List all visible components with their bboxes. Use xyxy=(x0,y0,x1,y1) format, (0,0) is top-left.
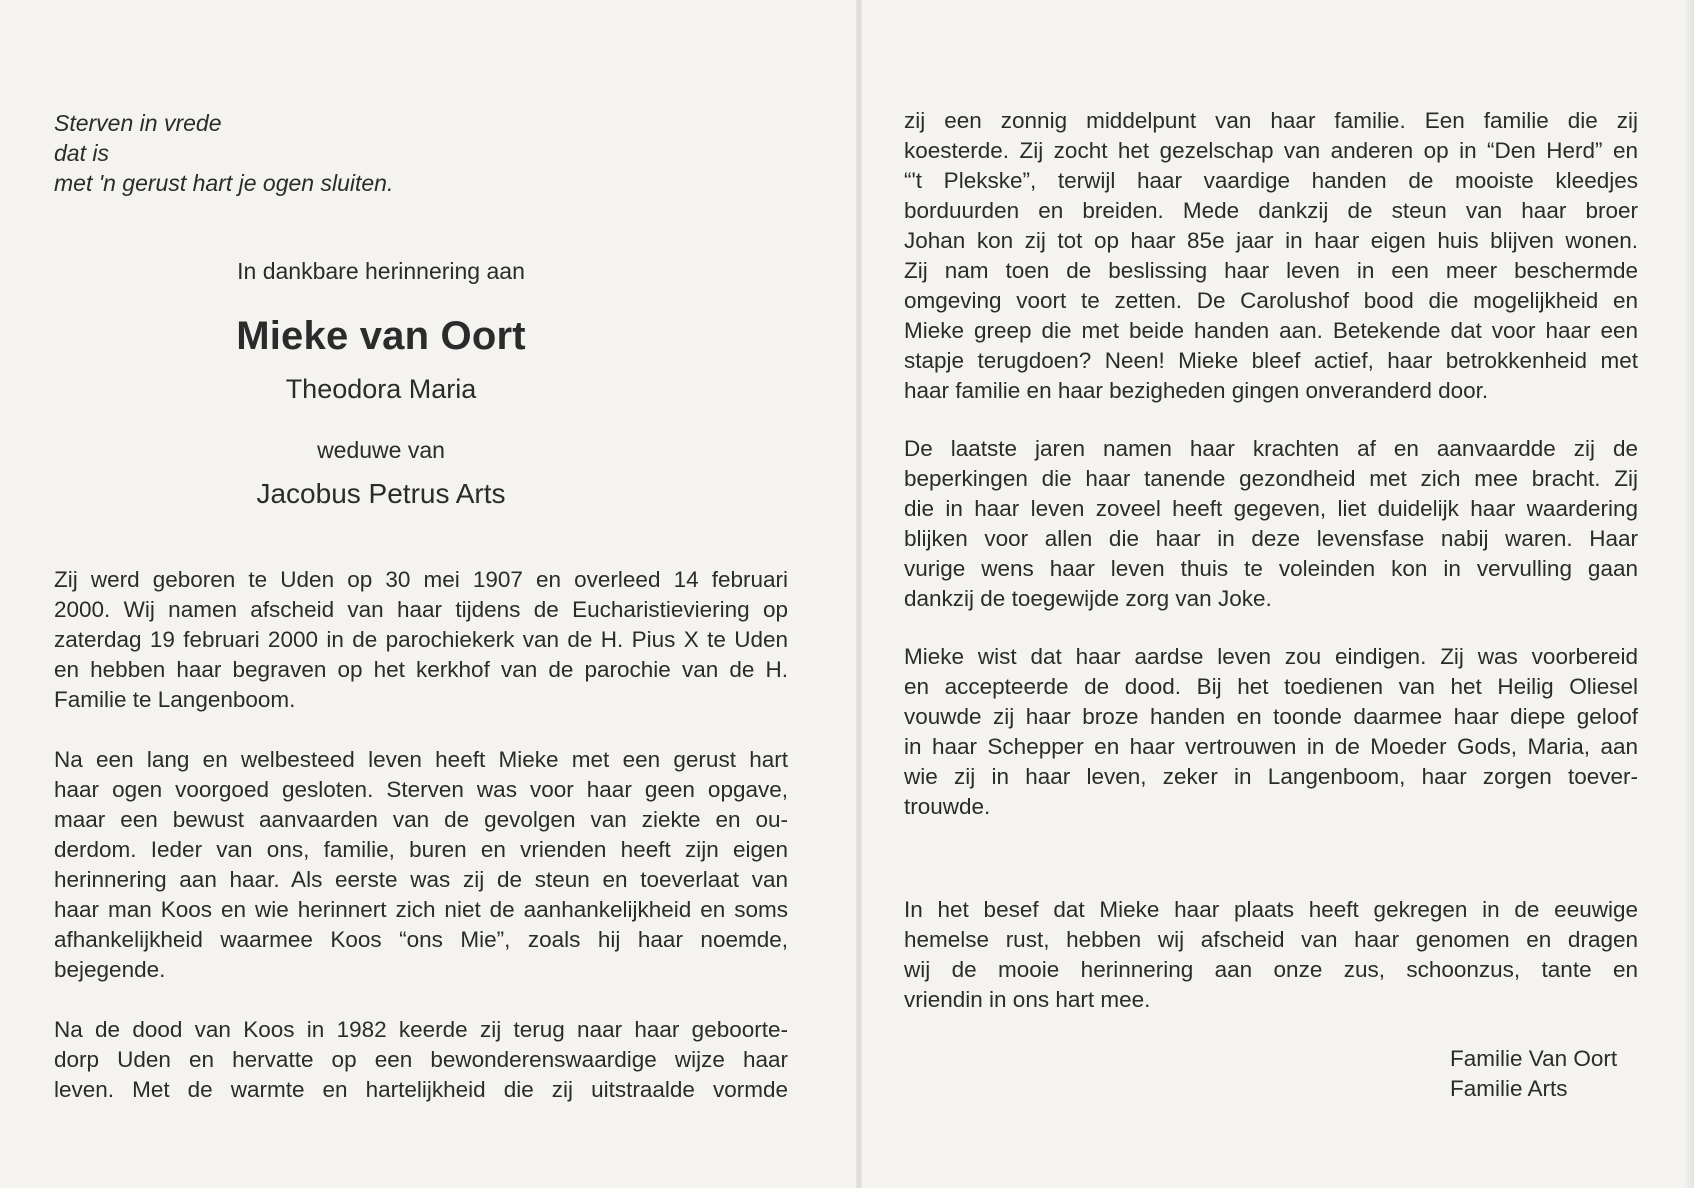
intro-line: In dankbare herinnering aan xyxy=(237,258,525,284)
text-line: en accepteerde de dood. Bij het toedienen van het Heilig Oliesel xyxy=(904,674,1638,699)
poem-line: met 'n gerust hart je ogen sluiten. xyxy=(54,170,394,196)
text-line: De laatste jaren namen haar krachten af en aanvaardde zij de xyxy=(904,436,1638,461)
text-line: Na een lang en welbesteed leven heeft Mieke met een gerust hart xyxy=(54,747,788,772)
deceased-name: Mieke van Oort xyxy=(236,314,526,358)
text-line: Zij nam toen de beslissing haar leven in een meer beschermde xyxy=(904,258,1638,283)
text-line: wie zij in haar leven, zeker in Langenboom, haar zorgen toever- xyxy=(904,764,1638,789)
text-line: wij de mooie herinnering aan onze zus, schoonzus, tante en xyxy=(904,957,1638,982)
card-fold xyxy=(856,0,862,1188)
text-line: derdom. Ieder van ons, familie, buren en vrienden heeft zijn eigen xyxy=(54,837,788,862)
right-paragraph-2 xyxy=(904,434,1638,614)
text-line: die in haar leven zoveel heeft gegeven, liet duidelijk haar waardering xyxy=(904,496,1638,521)
text-line: leven. Met de warmte en hartelijkheid die zij uitstraalde vormde xyxy=(54,1077,788,1102)
card-edge xyxy=(1684,0,1694,1188)
text-line: zaterdag 19 februari 2000 in de parochiekerk van de H. Pius X te Uden xyxy=(54,627,788,652)
text-line: dankzij de toegewijde zorg van Joke. xyxy=(904,586,1272,611)
right-paragraph-1 xyxy=(904,106,1638,406)
text-line: Zij werd geboren te Uden op 30 mei 1907 en overleed 14 februari xyxy=(54,567,788,592)
spouse-name: Jacobus Petrus Arts xyxy=(256,478,506,509)
text-line: trouwde. xyxy=(904,794,991,819)
text-line: Familie te Langenboom. xyxy=(54,687,296,712)
text-line: In het besef dat Mieke haar plaats heeft gekregen in de eeuwige xyxy=(904,897,1638,922)
left-paragraph-2 xyxy=(54,745,788,985)
text-line: borduurden en breiden. Mede dankzij de steun van haar broer xyxy=(904,198,1638,223)
given-names: Theodora Maria xyxy=(285,374,477,404)
signature-line: Familie Van Oort xyxy=(1450,1046,1618,1071)
left-paragraph-3 xyxy=(54,1015,788,1105)
poem-line: Sterven in vrede xyxy=(54,110,222,136)
text-line: herinnering aan haar. Als eerste was zij de steun en toeverlaat van xyxy=(54,867,788,892)
text-line: hemelse rust, hebben wij afscheid van haar genomen en dragen xyxy=(904,927,1638,952)
left-paragraph-1 xyxy=(54,565,788,715)
text-line: “'t Plekske”, terwijl haar vaardige handen de mooiste kleedjes xyxy=(904,168,1638,193)
text-line: Mieke greep die met beide handen aan. Betekende dat voor haar een xyxy=(904,318,1638,343)
right-paragraph-3 xyxy=(904,642,1638,822)
text-line: blijken voor allen die haar in deze levensfase nabij waren. Haar xyxy=(904,526,1638,551)
text-line: en hebben haar begraven op het kerkhof van de parochie van de H. xyxy=(54,657,788,682)
text-line: koesterde. Zij zocht het gezelschap van anderen op in “Den Herd” en xyxy=(904,138,1638,163)
widow-of-label: weduwe van xyxy=(317,437,445,463)
text-line: zij een zonnig middelpunt van haar familie. Een familie die zij xyxy=(904,108,1638,133)
text-line: vouwde zij haar broze handen en toonde daarmee haar diepe geloof xyxy=(904,704,1638,729)
signature-line: Familie Arts xyxy=(1450,1076,1568,1101)
poem xyxy=(54,108,393,198)
right-page xyxy=(904,0,1638,1188)
text-line: beperkingen die haar tanende gezondheid met zich mee bracht. Zij xyxy=(904,466,1638,491)
text-line: Johan kon zij tot op haar 85e jaar in haar eigen huis blijven wonen. xyxy=(904,228,1638,253)
text-line: Mieke wist dat haar aardse leven zou eindigen. Zij was voorbereid xyxy=(904,644,1638,669)
text-line: haar familie en haar bezigheden gingen onveranderd door. xyxy=(904,378,1489,403)
text-line: vurige wens haar leven thuis te voleinden kon in vervulling gaan xyxy=(904,556,1638,581)
left-page xyxy=(54,0,788,1188)
text-line: 2000. Wij namen afscheid van haar tijdens de Eucharistieviering op xyxy=(54,597,788,622)
poem-line: dat is xyxy=(54,140,109,166)
text-line: maar een bewust aanvaarden van de gevolgen van ziekte en ou- xyxy=(54,807,788,832)
text-line: bejegende. xyxy=(54,957,166,982)
signature xyxy=(1450,1044,1617,1104)
text-line: afhankelijkheid waarmee Koos “ons Mie”, zoals hij haar noemde, xyxy=(54,927,788,952)
text-line: haar ogen voorgoed gesloten. Sterven was voor haar geen opgave, xyxy=(54,777,788,802)
text-line: vriendin in ons hart mee. xyxy=(904,987,1151,1012)
right-paragraph-4 xyxy=(904,895,1638,1015)
text-line: dorp Uden en hervatte op een bewonderenswaardige wijze haar xyxy=(54,1047,788,1072)
text-line: stapje terugdoen? Neen! Mieke bleef actief, haar betrokkenheid met xyxy=(904,348,1638,373)
text-line: in haar Schepper en haar vertrouwen in de Moeder Gods, Maria, aan xyxy=(904,734,1638,759)
text-line: omgeving voort te zetten. De Carolushof bood die mogelijkheid en xyxy=(904,288,1638,313)
text-line: haar man Koos en wie herinnert zich niet de aanhankelijkheid en soms xyxy=(54,897,788,922)
text-line: Na de dood van Koos in 1982 keerde zij terug naar haar geboorte- xyxy=(54,1017,788,1042)
